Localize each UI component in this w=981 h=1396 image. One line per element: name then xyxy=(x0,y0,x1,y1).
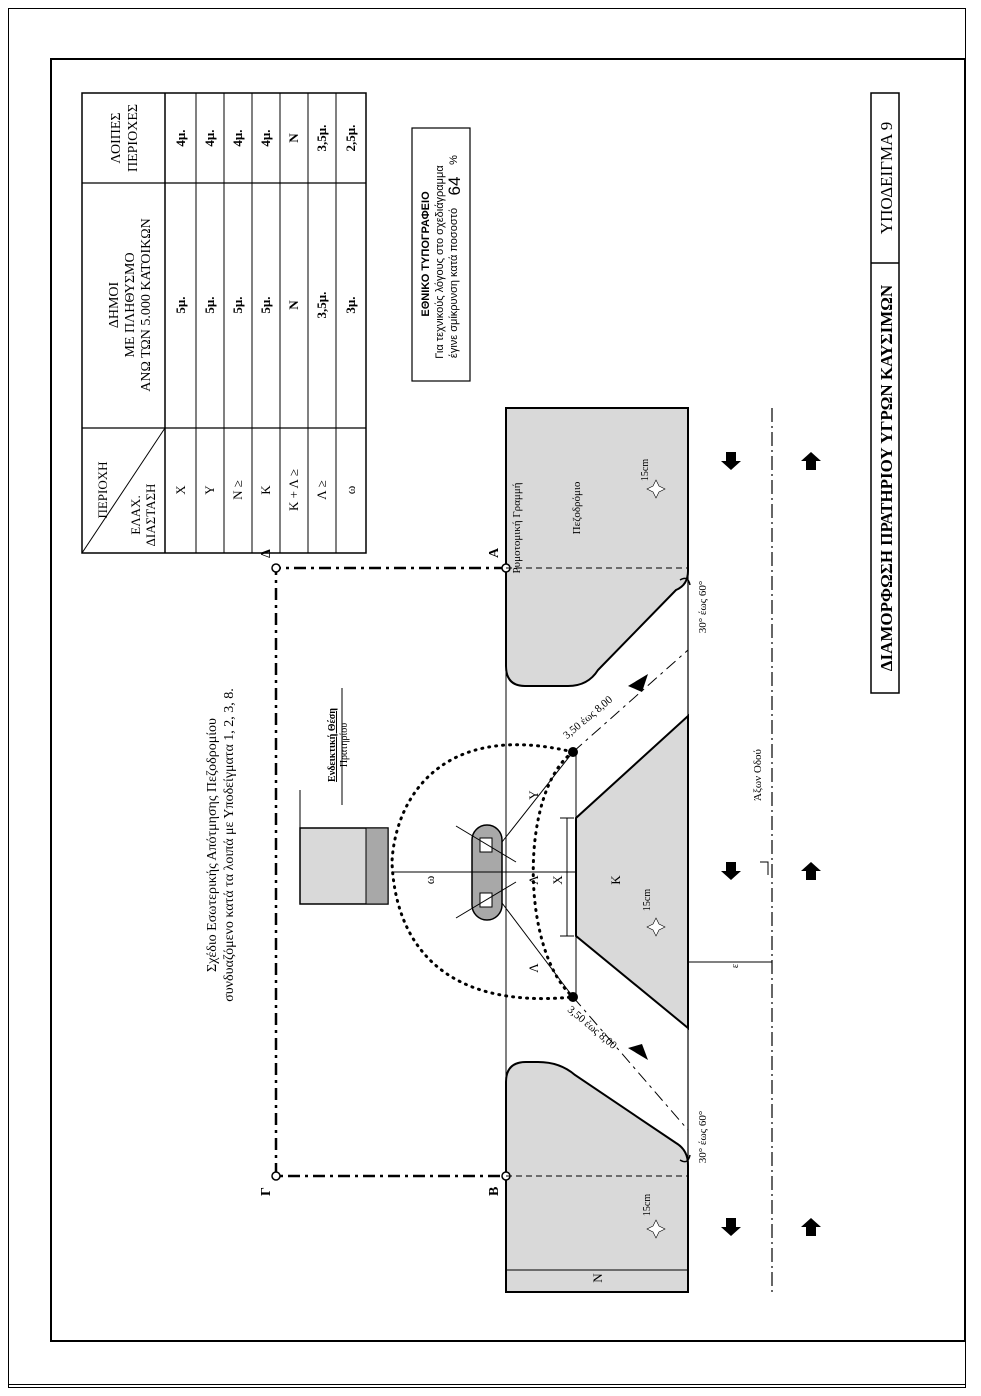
entry-arrow xyxy=(628,674,648,692)
plan-title-2: συνδυαζόμενο κατά τα λοιπά με Υποδείγματα 1, 2, 3, 8. xyxy=(222,688,237,1002)
row-2-other: 4μ. xyxy=(202,129,217,147)
example-label: ΥΠΟΔΕΙΓΜΑ 9 xyxy=(877,121,896,235)
point-d-label: Δ xyxy=(259,549,274,558)
row-3-other: 4μ. xyxy=(230,129,245,147)
row-4-other: 4μ. xyxy=(258,129,273,147)
dim-x: Χ xyxy=(550,875,565,885)
header-other-2: ΠΕΡΙΟΧΕΣ xyxy=(126,103,141,173)
dimensions-table xyxy=(82,93,366,553)
row-3-dimension: Ν ≥ xyxy=(230,480,245,500)
header-municipalities-2: ΜΕ ΠΛΗΘΥΣΜΟ xyxy=(123,252,138,358)
sidewalk-right xyxy=(506,408,688,686)
angle-left: 30° έως 60° xyxy=(697,1110,709,1164)
row-7-other: 2,5μ. xyxy=(343,124,358,152)
curb-label-left: 15cm xyxy=(642,1193,653,1217)
row-6-dimension: Λ ≥ xyxy=(314,480,329,500)
header-dimension-2: ΔΙΑΣΤΑΣΗ xyxy=(143,483,158,547)
island xyxy=(576,716,688,1028)
dim-e: ε xyxy=(730,963,741,969)
dim-y: Υ xyxy=(526,790,541,800)
road-axis-leader xyxy=(760,862,768,875)
building-line-label: Ρυμοτομική Γραμμή xyxy=(511,482,523,574)
dim-l: Λ xyxy=(526,963,541,973)
header-other-1: ΛΟΙΠΕΣ xyxy=(109,112,124,164)
row-2-dimension: Υ xyxy=(202,485,217,495)
row-6-other: 3,5μ. xyxy=(314,124,329,152)
note-line-2: Για τεχνικούς λόγους στο σχεδιάγραμμα xyxy=(434,165,446,359)
note-line-3: έγινε σμίκρυνση κατά ποσοστό xyxy=(448,207,460,359)
sidewalk-left xyxy=(506,1062,688,1292)
sidewalk-label: Πεζοδρόμιο xyxy=(571,481,583,535)
dim-w: ω xyxy=(422,875,437,885)
header-municipalities-1: ΔΗΜΟΙ xyxy=(107,281,122,329)
point-g-marker xyxy=(272,1172,280,1180)
row-5-other: Ν xyxy=(286,133,301,143)
row-7-dimension: ω xyxy=(343,485,358,495)
row-1-municipalities: 5μ. xyxy=(173,296,188,314)
row-1-dimension: Χ xyxy=(173,485,188,495)
dim-n: Ν xyxy=(590,1273,605,1283)
row-6-municipalities: 3,5μ. xyxy=(314,291,329,319)
note-line-1: ΕΘΝΙΚΟ ΤΥΠΟΓΡΑΦΕΙΟ xyxy=(420,191,432,317)
curb-label-right: 15cm xyxy=(640,458,651,482)
curb-label-island: 15cm xyxy=(642,888,653,912)
header-area: ΠΕΡΙΟΧΗ xyxy=(95,461,110,519)
plan-title-1: Σχέδιο Εσωτερικής Απότμησης Πεζοδρομίου xyxy=(205,718,220,972)
row-4-municipalities: 5μ. xyxy=(258,296,273,314)
point-b-label: Β xyxy=(487,1186,502,1196)
note-percent-sign: % xyxy=(448,155,460,165)
road-axis-label: Άξων Οδού xyxy=(752,749,764,801)
dim-l2: Λ xyxy=(526,875,541,885)
traffic-arrows xyxy=(721,452,821,1236)
point-g-label: Γ xyxy=(259,1187,274,1196)
station-building xyxy=(300,790,388,904)
row-3-municipalities: 5μ. xyxy=(230,296,245,314)
radius-right: 3,50 έως 8,00 xyxy=(561,693,615,742)
point-d-marker xyxy=(272,564,280,572)
row-5-dimension: Κ + Λ ≥ xyxy=(286,469,301,511)
dim-k: Κ xyxy=(608,875,623,885)
note-percent: 64 xyxy=(445,176,464,196)
angle-right: 30° έως 60° xyxy=(697,580,709,634)
printing-note xyxy=(412,128,470,381)
row-5-municipalities: Ν xyxy=(286,300,301,310)
drawing-title: ΔΙΑΜΟΡΦΩΣΗ ΠΡΑΤΗΡΙΟΥ ΥΓΡΩΝ ΚΑΥΣΙΜΩΝ xyxy=(877,284,896,672)
row-7-municipalities: 3μ. xyxy=(343,296,358,314)
header-dimension-1: ΕΛΑΧ. xyxy=(128,495,143,535)
station-label-2: Πρατηρίου xyxy=(339,722,350,768)
title-block xyxy=(871,93,899,693)
row-1-other: 4μ. xyxy=(173,129,188,147)
exit-arrow xyxy=(628,1044,648,1060)
sidewalks xyxy=(506,408,688,1292)
pump-1 xyxy=(480,838,492,852)
station-label-1: Ενδεικτική Θέση xyxy=(327,708,338,782)
row-2-municipalities: 5μ. xyxy=(202,296,217,314)
radius-left: 3,50 έως 8,00 xyxy=(565,1003,619,1052)
point-a-label: Α xyxy=(487,547,502,558)
row-4-dimension: Κ xyxy=(258,485,273,495)
header-municipalities-3: ΑΝΩ ΤΩΝ 5.000 ΚΑΤΟΙΚΩΝ xyxy=(139,218,154,392)
